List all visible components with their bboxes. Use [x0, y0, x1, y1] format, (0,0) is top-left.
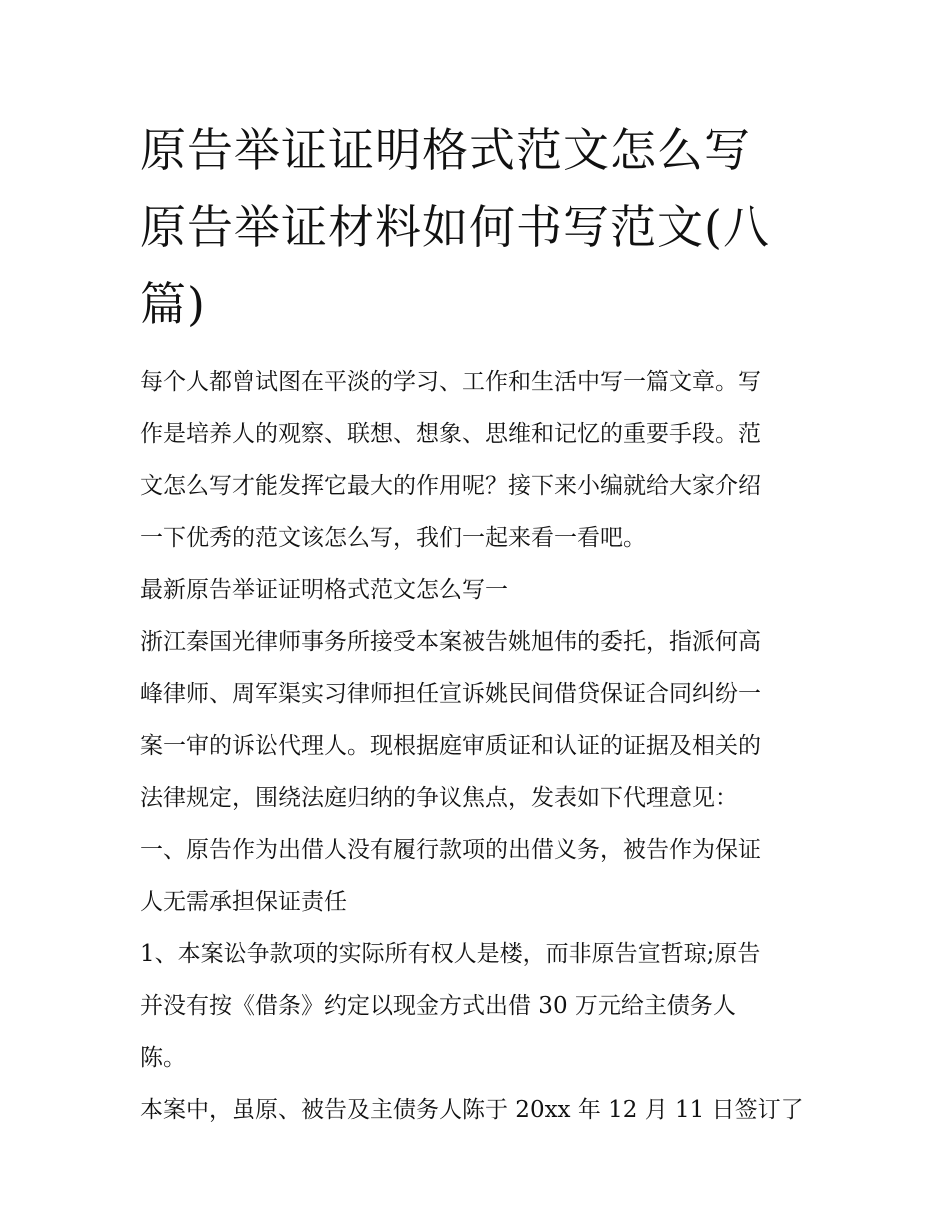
document-title	[140, 112, 820, 343]
text-line: 一下优秀的范文该怎么写，我们一起来看一看吧。	[140, 525, 646, 551]
text-line: 1、本案讼争款项的实际所有权人是楼，而非原告宣哲琼;原告	[140, 941, 761, 967]
text-line: 并没有按《借条》约定以现金方式出借 30 万元给主债务人	[140, 993, 736, 1019]
text-line: 案一审的诉讼代理人。现根据庭审质证和认证的证据及相关的	[140, 733, 761, 759]
text-line: 浙江秦国光律师事务所接受本案被告姚旭伟的委托，指派何高	[140, 629, 761, 655]
text-line: 作是培养人的观察、联想、想象、思维和记忆的重要手段。范	[140, 421, 761, 447]
text-line: 文怎么写才能发挥它最大的作用呢？接下来小编就给大家介绍	[140, 473, 761, 499]
text-line: 陈。	[140, 1045, 186, 1071]
body-paragraph	[140, 616, 820, 824]
text-line: 最新原告举证证明格式范文怎么写一	[140, 577, 508, 603]
title-line: 原告举证材料如何书写范文(八	[140, 200, 770, 254]
text-line: 法律规定，围绕法庭归纳的争议焦点，发表如下代理意见：	[140, 785, 738, 811]
intro-paragraph	[140, 356, 820, 564]
title-line: 篇)	[140, 277, 206, 331]
body-paragraph	[140, 1084, 820, 1136]
body-paragraph	[140, 928, 820, 1084]
text-line: 每个人都曾试图在平淡的学习、工作和生活中写一篇文章。写	[140, 369, 761, 395]
section-heading	[140, 564, 820, 616]
text-line: 峰律师、周军渠实习律师担任宣诉姚民间借贷保证合同纠纷一	[140, 681, 761, 707]
document-body	[140, 356, 820, 1136]
text-line: 人无需承担保证责任	[140, 889, 347, 915]
body-paragraph	[140, 824, 820, 928]
text-line: 一、原告作为出借人没有履行款项的出借义务，被告作为保证	[140, 837, 761, 863]
text-line: 本案中，虽原、被告及主债务人陈于 20xx 年 12 月 11 日签订了	[140, 1097, 804, 1123]
title-line: 原告举证证明格式范文怎么写	[140, 123, 751, 177]
